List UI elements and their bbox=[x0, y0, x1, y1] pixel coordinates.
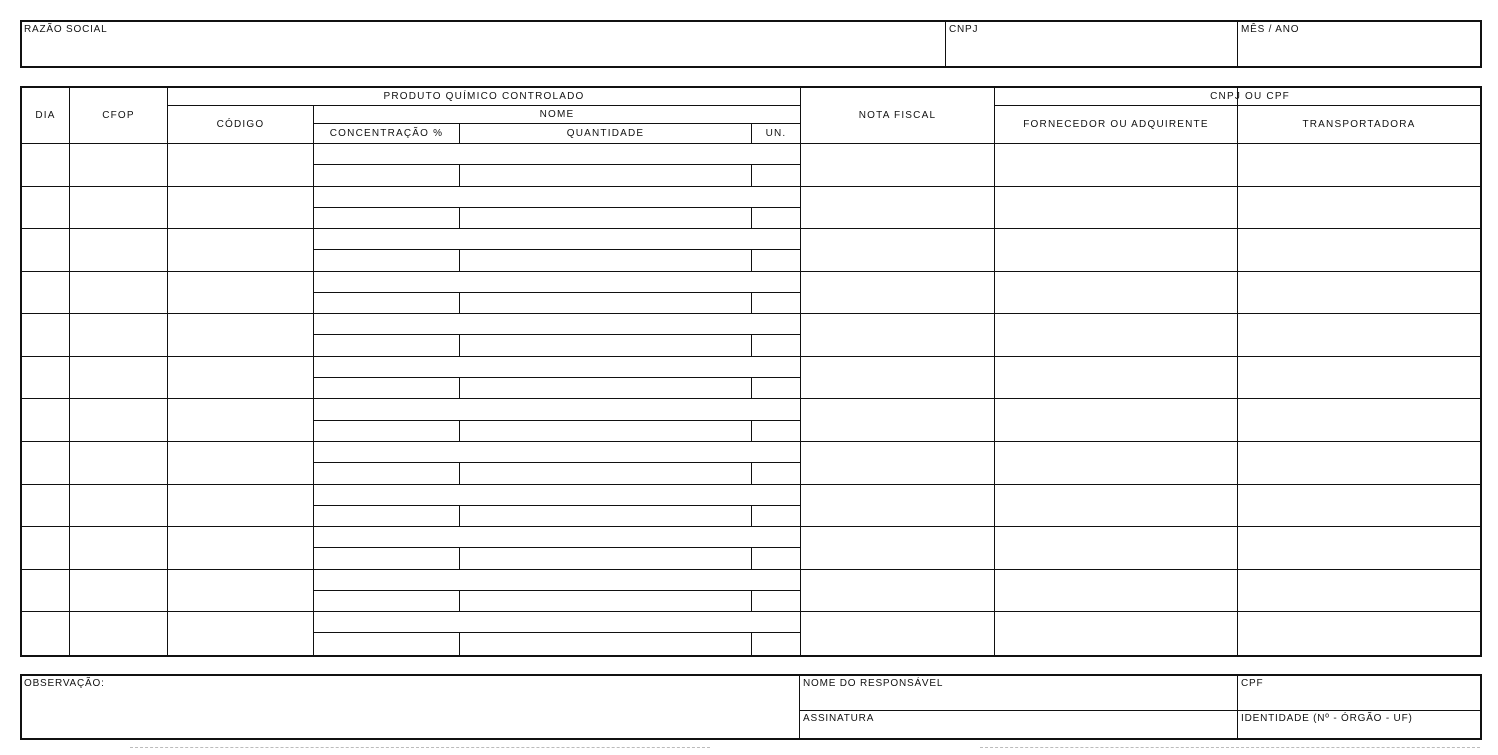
un-input[interactable] bbox=[752, 548, 800, 569]
codigo-input[interactable] bbox=[168, 314, 313, 355]
nota-fiscal-input[interactable] bbox=[801, 527, 994, 568]
dia-input[interactable] bbox=[22, 229, 69, 270]
transportadora-input[interactable] bbox=[1238, 400, 1480, 441]
concentracao-input[interactable] bbox=[314, 378, 459, 399]
table-row bbox=[22, 570, 1480, 613]
table-row bbox=[22, 187, 1480, 230]
quantidade-input[interactable] bbox=[460, 463, 751, 484]
cfop-header: CFOP bbox=[102, 110, 135, 121]
nome-input[interactable] bbox=[314, 187, 800, 207]
quantidade-input[interactable] bbox=[460, 633, 751, 654]
nome-input[interactable] bbox=[314, 442, 800, 462]
dia-input[interactable] bbox=[22, 400, 69, 441]
table-row bbox=[22, 357, 1480, 400]
fornecedor-input[interactable] bbox=[995, 527, 1237, 568]
fornecedor-input[interactable] bbox=[995, 357, 1237, 398]
concentracao-input[interactable] bbox=[314, 208, 459, 229]
nome-input[interactable] bbox=[314, 144, 800, 164]
fornecedor-input[interactable] bbox=[995, 570, 1237, 611]
un-input[interactable] bbox=[752, 165, 800, 186]
concentracao-input[interactable] bbox=[314, 591, 459, 612]
nota-fiscal-input[interactable] bbox=[801, 357, 994, 398]
razao-social-field[interactable] bbox=[26, 45, 942, 63]
fornecedor-input[interactable] bbox=[995, 400, 1237, 441]
un-input[interactable] bbox=[752, 633, 800, 654]
cfop-input[interactable] bbox=[70, 144, 167, 185]
fornecedor-input[interactable] bbox=[995, 442, 1237, 483]
codigo-input[interactable] bbox=[168, 229, 313, 270]
identidade-cell bbox=[1239, 711, 1480, 738]
dia-input[interactable] bbox=[22, 612, 69, 653]
nome-input[interactable] bbox=[314, 272, 800, 292]
codigo-input[interactable] bbox=[168, 357, 313, 398]
transportadora-input[interactable] bbox=[1238, 314, 1480, 355]
cfop-input[interactable] bbox=[70, 187, 167, 228]
quantidade-input[interactable] bbox=[460, 165, 751, 186]
quantidade-input[interactable] bbox=[460, 506, 751, 527]
nota-fiscal-header: NOTA FISCAL bbox=[858, 110, 937, 121]
dia-input[interactable] bbox=[22, 485, 69, 526]
un-input[interactable] bbox=[752, 208, 800, 229]
cfop-input[interactable] bbox=[70, 570, 167, 611]
transportadora-header: TRANSPORTADORA bbox=[1302, 119, 1416, 130]
un-input[interactable] bbox=[752, 591, 800, 612]
header-rule bbox=[459, 124, 460, 143]
transportadora-input[interactable] bbox=[1238, 612, 1480, 653]
cfop-input[interactable] bbox=[70, 485, 167, 526]
concentracao-input[interactable] bbox=[314, 335, 459, 356]
concentracao-input[interactable] bbox=[314, 506, 459, 527]
divider bbox=[799, 676, 800, 738]
codigo-input[interactable] bbox=[168, 527, 313, 568]
header-rule bbox=[168, 105, 800, 106]
nota-fiscal-input[interactable] bbox=[801, 187, 994, 228]
nome-input[interactable] bbox=[314, 357, 800, 377]
concentracao-input[interactable] bbox=[314, 293, 459, 314]
fornecedor-input[interactable] bbox=[995, 612, 1237, 653]
fornecedor-input[interactable] bbox=[995, 229, 1237, 270]
dia-input[interactable] bbox=[22, 442, 69, 483]
nota-fiscal-input[interactable] bbox=[801, 612, 994, 653]
nome-responsavel-cell bbox=[801, 676, 1237, 710]
nota-fiscal-input[interactable] bbox=[801, 570, 994, 611]
cnpj-cpf-header: CNPJ OU CPF bbox=[1210, 91, 1290, 102]
nota-fiscal-input[interactable] bbox=[801, 442, 994, 483]
cnpj-label: CNPJ bbox=[949, 24, 979, 35]
concentracao-input[interactable] bbox=[314, 633, 459, 654]
cfop-input[interactable] bbox=[70, 357, 167, 398]
dia-input[interactable] bbox=[22, 570, 69, 611]
transportadora-input[interactable] bbox=[1238, 485, 1480, 526]
transportadora-input[interactable] bbox=[1238, 272, 1480, 313]
nome-header: NOME bbox=[539, 109, 575, 120]
header-rule bbox=[751, 124, 752, 143]
identidade-field[interactable] bbox=[1243, 723, 1476, 737]
nome-responsavel-field[interactable] bbox=[805, 692, 1233, 708]
nome-input[interactable] bbox=[314, 400, 800, 420]
codigo-input[interactable] bbox=[168, 400, 313, 441]
dia-input[interactable] bbox=[22, 527, 69, 568]
concentracao-input[interactable] bbox=[314, 250, 459, 271]
table-row bbox=[22, 442, 1480, 485]
codigo-input[interactable] bbox=[168, 612, 313, 653]
nome-input[interactable] bbox=[314, 612, 800, 632]
cpf-label: CPF bbox=[1241, 678, 1264, 689]
fornecedor-input[interactable] bbox=[995, 485, 1237, 526]
scan-artifact bbox=[130, 747, 710, 748]
assinatura-label: ASSINATURA bbox=[803, 713, 875, 724]
nome-input[interactable] bbox=[314, 314, 800, 334]
concentracao-header: CONCENTRAÇÃO % bbox=[329, 128, 444, 139]
nota-fiscal-input[interactable] bbox=[801, 400, 994, 441]
table-row bbox=[22, 527, 1480, 570]
un-header: UN. bbox=[765, 128, 787, 139]
header-box bbox=[20, 20, 1482, 68]
observacao-label: OBSERVAÇÃO: bbox=[24, 678, 105, 689]
quantidade-input[interactable] bbox=[460, 335, 751, 356]
table-row bbox=[22, 314, 1480, 357]
cfop-input[interactable] bbox=[70, 400, 167, 441]
quantidade-input[interactable] bbox=[460, 250, 751, 271]
quantidade-input[interactable] bbox=[460, 208, 751, 229]
fornecedor-header: FORNECEDOR OU ADQUIRENTE bbox=[1023, 119, 1209, 130]
cnpj-cell bbox=[947, 22, 1237, 66]
concentracao-input[interactable] bbox=[314, 463, 459, 484]
table-row bbox=[22, 612, 1480, 655]
dia-input[interactable] bbox=[22, 144, 69, 185]
header-rule bbox=[313, 106, 314, 143]
dia-input[interactable] bbox=[22, 187, 69, 228]
transportadora-input[interactable] bbox=[1238, 144, 1480, 185]
un-input[interactable] bbox=[752, 378, 800, 399]
nome-responsavel-label: NOME DO RESPONSÁVEL bbox=[803, 678, 944, 689]
observacao-field[interactable] bbox=[26, 691, 796, 735]
scan-artifact bbox=[980, 747, 1480, 748]
nome-input[interactable] bbox=[314, 485, 800, 505]
concentracao-input[interactable] bbox=[314, 548, 459, 569]
cfop-input[interactable] bbox=[70, 314, 167, 355]
codigo-input[interactable] bbox=[168, 272, 313, 313]
un-input[interactable] bbox=[752, 250, 800, 271]
quantidade-input[interactable] bbox=[460, 293, 751, 314]
movement-table bbox=[20, 86, 1482, 657]
codigo-input[interactable] bbox=[168, 442, 313, 483]
cnpj-field[interactable] bbox=[951, 45, 1233, 63]
nota-fiscal-input[interactable] bbox=[801, 314, 994, 355]
un-input[interactable] bbox=[752, 506, 800, 527]
concentracao-input[interactable] bbox=[314, 421, 459, 442]
razao-social-cell bbox=[22, 22, 946, 66]
transportadora-input[interactable] bbox=[1238, 357, 1480, 398]
cpf-cell bbox=[1239, 676, 1480, 710]
un-input[interactable] bbox=[752, 463, 800, 484]
table-row bbox=[22, 400, 1480, 443]
quantidade-input[interactable] bbox=[460, 548, 751, 569]
footer-box bbox=[20, 674, 1482, 740]
un-input[interactable] bbox=[752, 293, 800, 314]
cfop-input[interactable] bbox=[70, 442, 167, 483]
header-rule bbox=[314, 123, 800, 124]
produto-header: PRODUTO QUÍMICO CONTROLADO bbox=[383, 91, 585, 102]
mes-ano-field[interactable] bbox=[1243, 45, 1476, 63]
fornecedor-input[interactable] bbox=[995, 314, 1237, 355]
nome-input[interactable] bbox=[314, 570, 800, 590]
dia-input[interactable] bbox=[22, 357, 69, 398]
quantidade-input[interactable] bbox=[460, 421, 751, 442]
cfop-input[interactable] bbox=[70, 229, 167, 270]
codigo-header: CÓDIGO bbox=[216, 119, 265, 130]
cfop-input[interactable] bbox=[70, 527, 167, 568]
transportadora-input[interactable] bbox=[1238, 570, 1480, 611]
nome-input[interactable] bbox=[314, 527, 800, 547]
cfop-input[interactable] bbox=[70, 612, 167, 653]
codigo-input[interactable] bbox=[168, 570, 313, 611]
codigo-input[interactable] bbox=[168, 144, 313, 185]
dia-header: DIA bbox=[35, 110, 56, 121]
table-row bbox=[22, 485, 1480, 528]
fornecedor-input[interactable] bbox=[995, 272, 1237, 313]
observacao-cell bbox=[22, 676, 800, 738]
nota-fiscal-input[interactable] bbox=[801, 485, 994, 526]
nome-input[interactable] bbox=[314, 229, 800, 249]
identidade-label: IDENTIDADE (Nº - ÓRGÃO - UF) bbox=[1241, 713, 1413, 724]
nota-fiscal-input[interactable] bbox=[801, 144, 994, 185]
table-row bbox=[22, 229, 1480, 272]
transportadora-input[interactable] bbox=[1238, 229, 1480, 270]
un-input[interactable] bbox=[752, 335, 800, 356]
quantidade-input[interactable] bbox=[460, 591, 751, 612]
cfop-input[interactable] bbox=[70, 272, 167, 313]
dia-input[interactable] bbox=[22, 272, 69, 313]
transportadora-input[interactable] bbox=[1238, 187, 1480, 228]
transportadora-input[interactable] bbox=[1238, 442, 1480, 483]
dia-input[interactable] bbox=[22, 314, 69, 355]
razao-social-label: RAZÃO SOCIAL bbox=[24, 24, 108, 35]
nota-fiscal-input[interactable] bbox=[801, 229, 994, 270]
mes-ano-label: MÊS / ANO bbox=[1241, 24, 1300, 35]
nota-fiscal-input[interactable] bbox=[801, 272, 994, 313]
table-row bbox=[22, 272, 1480, 315]
transportadora-input[interactable] bbox=[1238, 527, 1480, 568]
un-input[interactable] bbox=[752, 421, 800, 442]
cpf-field[interactable] bbox=[1243, 692, 1476, 708]
mes-ano-cell bbox=[1239, 22, 1480, 66]
codigo-input[interactable] bbox=[168, 485, 313, 526]
assinatura-cell bbox=[801, 711, 1237, 738]
assinatura-field[interactable] bbox=[805, 723, 1233, 737]
codigo-input[interactable] bbox=[168, 187, 313, 228]
fornecedor-input[interactable] bbox=[995, 187, 1237, 228]
quantidade-header: QUANTIDADE bbox=[566, 128, 645, 139]
divider bbox=[1237, 22, 1238, 66]
quantidade-input[interactable] bbox=[460, 378, 751, 399]
divider bbox=[1237, 676, 1238, 738]
fornecedor-input[interactable] bbox=[995, 144, 1237, 185]
concentracao-input[interactable] bbox=[314, 165, 459, 186]
table-row bbox=[22, 144, 1480, 187]
divider bbox=[945, 22, 946, 66]
